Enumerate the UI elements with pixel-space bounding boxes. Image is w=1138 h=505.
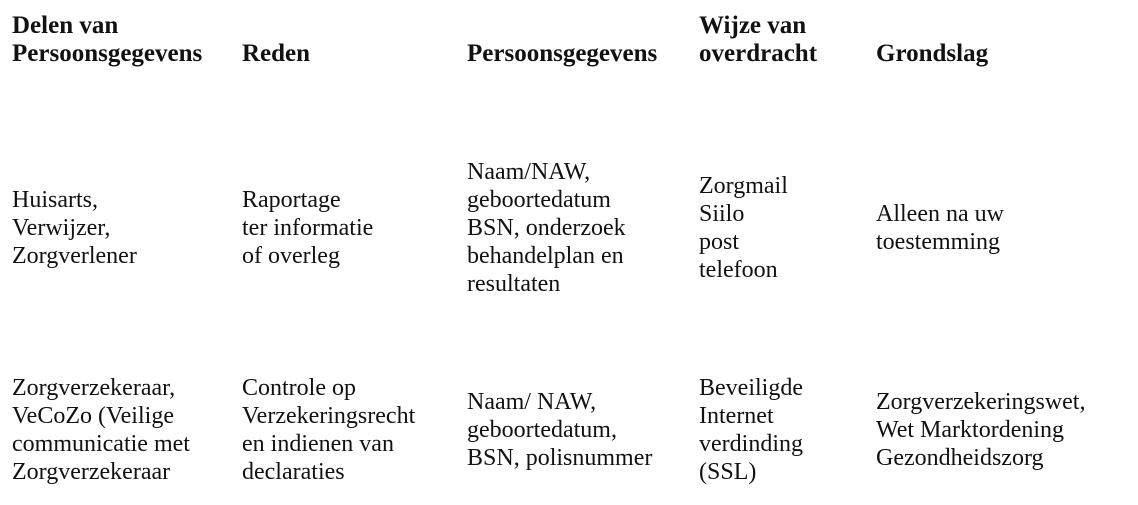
cell-reason: Raportage ter informatie of overleg (242, 186, 374, 269)
header-reden: Reden (242, 40, 311, 67)
cell-reason: Controle op Verzekeringsrecht en indienen van declaraties (242, 375, 416, 485)
cell-personal-data: Naam/ NAW, geboortedatum, BSN, polisnummer (467, 389, 653, 471)
header-delen-van-persoonsgegevens: Delen van Persoonsgegevens (12, 12, 203, 67)
table-header-row (12, 4, 1138, 70)
header-persoonsgegevens: Persoonsgegevens (467, 40, 658, 67)
table-row (12, 355, 1138, 505)
cell-recipient: Huisarts, Verwijzer, Zorgverlener (12, 186, 137, 269)
data-sharing-table (12, 4, 1138, 505)
cell-personal-data: Naam/NAW, geboortedatum BSN, onderzoek behandelplan en resultaten (467, 158, 626, 297)
cell-legal-basis: Alleen na uw toestemming (876, 200, 1004, 255)
cell-recipient: Zorgverzekeraar, VeCoZo (Veilige communicatie met Zorgverzekeraar (12, 375, 190, 485)
table-row (12, 70, 1138, 355)
header-wijze-van-overdracht: Wijze van overdracht (699, 12, 818, 67)
cell-transfer-method: Beveiligde Internet verdinding (SSL) (699, 375, 803, 485)
cell-transfer-method: Zorgmail Siilo post telefoon (699, 172, 788, 283)
header-grondslag: Grondslag (876, 40, 989, 67)
cell-legal-basis: Zorgverzekeringswet, Wet Marktordening Gezondheidszorg (876, 389, 1086, 471)
